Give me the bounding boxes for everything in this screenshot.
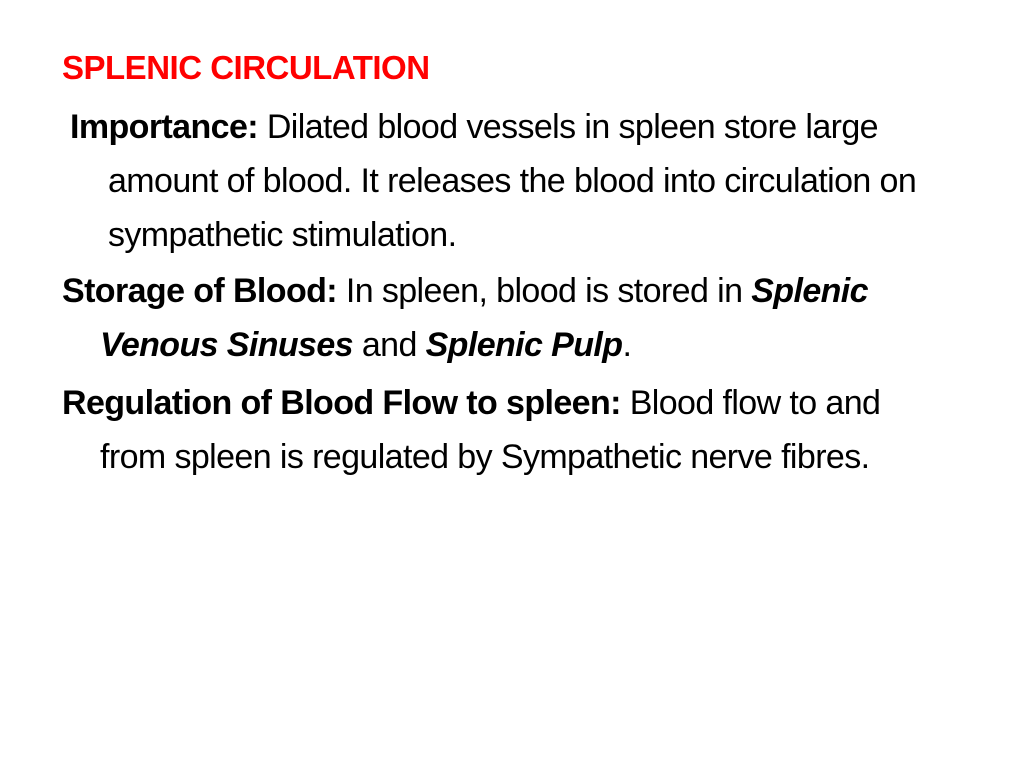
importance-text: Dilated blood vessels in spleen store large amount of blood. It releases the blood into circulation on sympathetic stimulation. xyxy=(108,108,917,254)
storage-label: Storage of Blood: xyxy=(62,272,337,310)
storage-text-before: In spleen, blood is stored in xyxy=(337,272,752,310)
storage-term-splenic-pulp: Splenic Pulp xyxy=(425,326,623,364)
storage-text-after: . xyxy=(622,326,632,364)
regulation-paragraph xyxy=(62,376,954,484)
storage-text-middle: and xyxy=(352,326,426,364)
regulation-label: Regulation of Blood Flow to spleen: xyxy=(62,384,621,422)
storage-paragraph xyxy=(62,264,954,372)
slide-title: SPLENIC CIRCULATION xyxy=(62,49,430,86)
storage-term-venous-sinuses: Splenic Venous Sinuses xyxy=(100,272,868,364)
regulation-text: Blood flow to and from spleen is regulated by Sympathetic nerve fibres. xyxy=(100,384,881,476)
importance-paragraph xyxy=(70,100,954,262)
importance-label: Importance: xyxy=(70,108,258,146)
